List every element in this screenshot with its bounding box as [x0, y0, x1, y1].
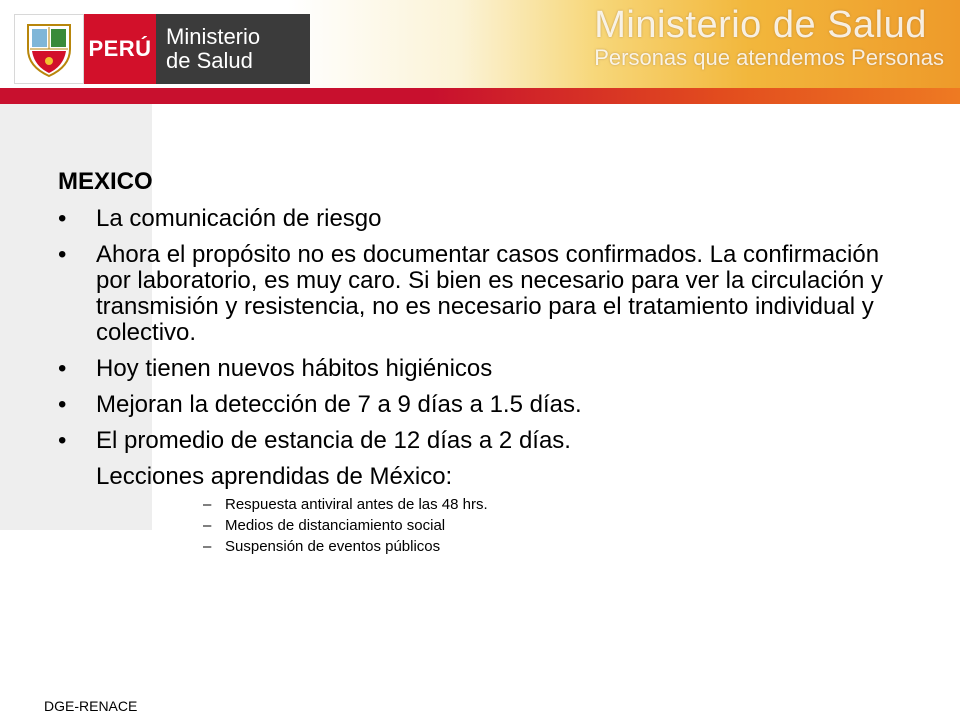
lesson-text: Suspensión de eventos públicos: [225, 538, 441, 555]
list-item: [58, 206, 888, 232]
bullet-marker: •: [58, 241, 67, 268]
list-item: [58, 242, 888, 346]
bullet-text: Ahora el propósito no es documentar casos confirmados. La confirmación por laboratorio, es muy caro. Si bien es necesario para ver la circulación y transmisión y resistencia, no es necesario para el tratamiento individual y colectivo.: [96, 241, 884, 346]
ministry-name-line2: de Salud: [166, 48, 253, 73]
bullet-marker: •: [58, 355, 67, 382]
lesson-text: Medios de distanciamiento social: [225, 517, 446, 534]
lesson-item: [203, 515, 888, 536]
header-banner: [0, 0, 960, 104]
watermark-subtitle: Personas que atendemos Personas: [594, 45, 944, 70]
bullet-list: [58, 206, 888, 454]
coat-of-arms-icon: [14, 14, 84, 84]
slide-title: MEXICO: [58, 168, 153, 195]
dash-marker: –: [203, 538, 212, 555]
ministry-name-line1: Ministerio: [166, 24, 261, 49]
lesson-text: Respuesta antiviral antes de las 48 hrs.: [225, 496, 488, 513]
lesson-item: [203, 536, 888, 557]
list-item: [58, 428, 888, 454]
lessons-heading: Lecciones aprendidas de México:: [96, 463, 453, 490]
dash-marker: –: [203, 517, 212, 534]
bullet-marker: •: [58, 427, 67, 454]
bullet-text: Mejoran la detección de 7 a 9 días a 1.5 días.: [96, 391, 582, 418]
dash-marker: –: [203, 496, 212, 513]
ministry-name: [156, 14, 310, 84]
lesson-item: [203, 494, 888, 515]
bullet-marker: •: [58, 205, 67, 232]
bullet-text: Hoy tienen nuevos hábitos higiénicos: [96, 355, 493, 382]
header-watermark: [594, 4, 944, 70]
ministry-logo: [14, 14, 310, 84]
bullet-text: El promedio de estancia de 12 días a 2 días.: [96, 427, 571, 454]
country-label: PERÚ: [84, 14, 156, 84]
list-item: [58, 392, 888, 418]
lessons-list: [58, 494, 888, 557]
bullet-marker: •: [58, 391, 67, 418]
slide-content: [58, 168, 888, 557]
watermark-title: Ministerio de Salud: [594, 4, 927, 46]
header-red-bar: [0, 88, 960, 104]
footer-label: DGE-RENACE: [44, 698, 138, 714]
list-item: [58, 356, 888, 382]
bullet-text: La comunicación de riesgo: [96, 205, 382, 232]
